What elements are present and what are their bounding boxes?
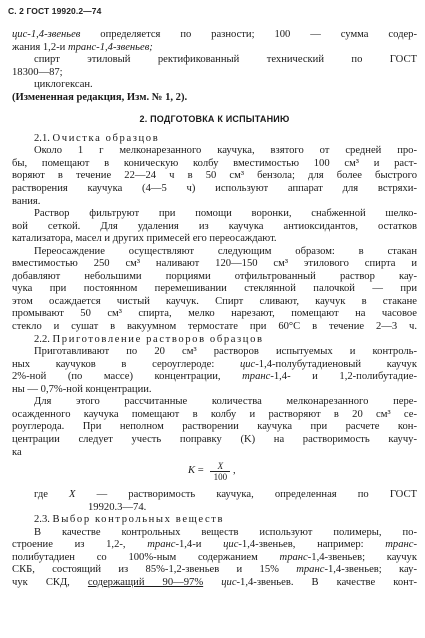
page-header: С. 2 ГОСТ 19920.2—74: [8, 6, 102, 16]
subsection-heading-2-3: 2.3. Выбор контрольных веществ: [34, 514, 225, 526]
formula-lhs: K: [188, 465, 196, 477]
text-line: жания 1,2-и транс-1,4-звеньев;: [12, 41, 153, 53]
paragraph: Около 1 г мелконарезанного каучука, взятого от средней про- бы, помещают в коническую колбу вместимостью 100 см³ и раст- воряют в течение 22—24 ч в 50 см³ бензола; для более быстрого растворения каучука (4—5 ч) используют аппарат для встряхи- вания.: [12, 145, 417, 207]
document-body: [12, 29, 417, 589]
intro-paragraph: [12, 29, 417, 104]
paragraph: Приготавливают по 20 см³ растворов испытуемых и контроль- ных каучуков в сероуглероде: цис-1,4-полубутадиеновый каучук 2%-ной (по массе) концентрации, транс-1,4- и 1,2-полибутадие- ны — 0,7%-ной концентрации.: [12, 346, 417, 395]
amendment-note: (Измененная редакция, Изм. № 1, 2).: [12, 91, 188, 103]
paragraph: В качестве контрольных веществ используют полимеры, по- строение из 1,2-, транс-1,4-и цис-1,4-звеньев, например: транс- полибутадиен со 100%-ным содержанием транс-1,4-звеньев; каучук СКБ, состоящий из 85%-1,2-звеньев и 15% транс-1,4-звеньев; кау- чук СКД, содержащий 90—97% цис-1,4-звеньев. В качестве конт-: [12, 526, 417, 588]
text-line: цис-1,4-звеньев определяется по разности; 100 — сумма содер-: [12, 29, 417, 40]
formula: K = $\frac{X}{100}$ ,: [188, 461, 236, 483]
section-title: 2. ПОДГОТОВКА К ИСПЫТАНИЮ: [139, 114, 290, 125]
text-line: 18300—87;: [12, 66, 63, 78]
formula-fraction: $\frac{X}{100}$: [210, 461, 230, 482]
text-line: спирт этиловый ректификованный технический по ГОСТ: [34, 54, 417, 66]
formula-explanation: где X — растворимость каучука, определенная по ГОСТ 19920.3—74.: [34, 489, 417, 513]
subsection-heading-2-1: 2.1. Очистка образцов: [34, 132, 160, 144]
subsection-heading-2-2: 2.2. Приготовление растворов образцов: [34, 333, 264, 345]
paragraph: Для этого рассчитанные количества мелконарезанного пере- осажденного каучука помещают в колбу и растворяют в 20 см³ се- роуглерода. При неполном растворении каучука при расчете кон- центрации следует учесть поправку (K) на растворимость каучу- ка: [12, 396, 417, 458]
paragraph: Переосаждение осуществляют следующим образом: в стакан вместимостью 250 см³ наливают 120—150 см³ этилового спирта и добавляют небольшими порциями отфильтрованный раствор кау- чука при постоянном перемешивании стеклянной палочкой — при этом осаждается чистый каучук. Спирт сливают, каучук в стакане промывают 50 см³ спирта, мелко нарезают, помещают на часовое стекло и сушат в вакуумном термостате при 60°С в течение 2—3 ч.: [12, 245, 417, 333]
paragraph: Раствор фильтруют при помощи воронки, снабженной шелко- вой сеткой. Для удаления из каучука антиоксидантов, остатков катализатора, масел и других примесей его переосаждают.: [12, 208, 417, 245]
text-line: циклогексан.: [34, 79, 93, 91]
